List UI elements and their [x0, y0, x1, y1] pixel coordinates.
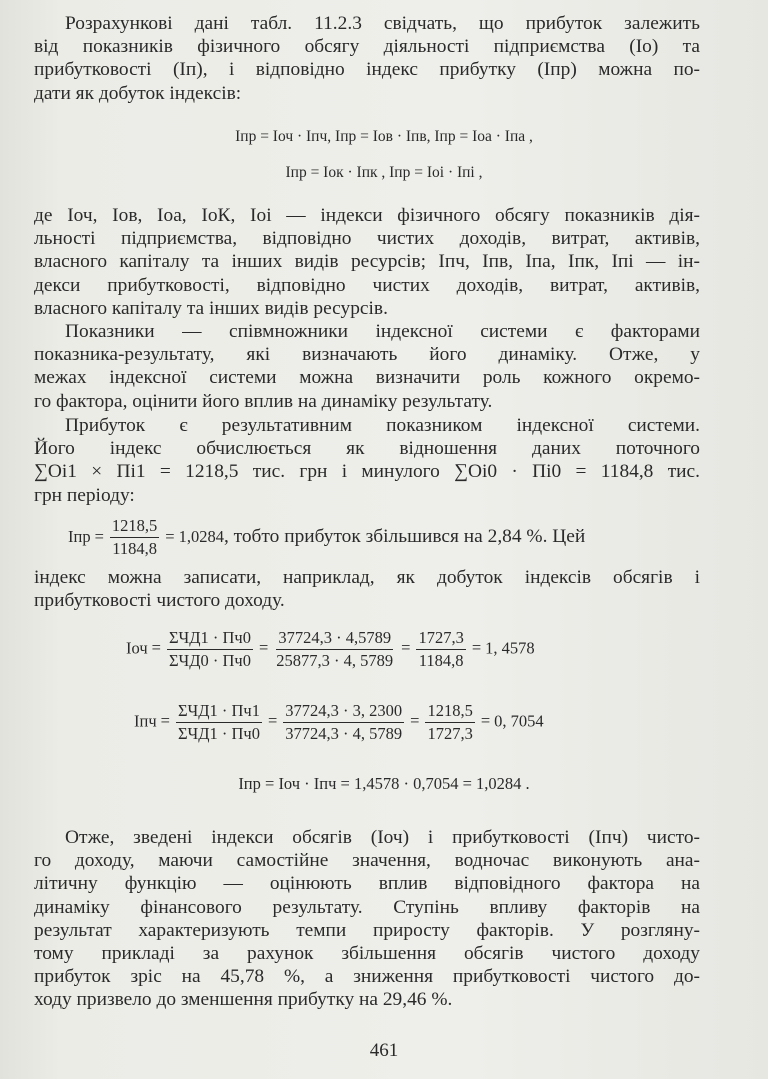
text-line: індекс можна записати, наприклад, як добуток індексів обсягів і	[34, 567, 700, 588]
fraction-denominator: 37724,3 · 4, 5789	[285, 724, 403, 743]
text-line: льності підприємства, відповідно чистих доходів, витрат, активів,	[34, 228, 700, 250]
fraction-numerator: ΣЧД1 · Пч0	[167, 628, 253, 650]
text-line: прибутковості чистого доходу.	[34, 590, 285, 612]
formula-lhs: Iпч	[134, 711, 157, 731]
text-line: від показників фізичного обсягу діяльності підприємства (Іо) та	[34, 36, 700, 58]
text-line: ∑Oi1 × Пі1 = 1218,5 тис. грн і минулого ∑Oi0 · Пі0 = 1184,8 тис.	[34, 461, 700, 483]
text-line: результат характеризують темпи приросту факторів. У розгляну-	[34, 919, 700, 941]
fraction	[425, 701, 474, 744]
text-line: літичну функцію — оцінюють вплив відповідного фактора на	[34, 873, 700, 895]
fraction-numerator: 1218,5	[425, 701, 474, 723]
fraction	[176, 701, 262, 744]
fraction-denominator: 25877,3 · 4, 5789	[276, 651, 394, 670]
fraction-numerator: 37724,3 · 3, 2300	[283, 701, 404, 723]
paragraph-profit-index	[34, 414, 700, 507]
fraction-numerator: ΣЧД1 · Пч1	[176, 701, 262, 723]
formula-index-products-line2	[0, 164, 768, 182]
page-number: 461	[369, 1040, 399, 1061]
text-line: Отже, зведені індекси обсягів (Iоч) і прибутковості (Iпч) чисто-	[65, 827, 700, 848]
formula-result: 1, 4578	[485, 638, 535, 658]
text-line: власного капіталу та інших видів ресурсів; Iпч, Iпв, Iпа, Iпк, Iпі — ін-	[34, 251, 700, 273]
text-line: го доходу, маючи самостійне значення, водночас виконують ана-	[34, 850, 700, 872]
text-line: прибуток зріс на 45,78 %, а зниження прибутковості чистого до-	[34, 966, 700, 988]
formula-text: Iпр = Iоч · Iпч = 1,4578 · 0,7054 = 1,0284 .	[238, 774, 530, 793]
paragraph-conclusion	[34, 826, 700, 1012]
formula-profit-product	[0, 774, 768, 794]
paragraph-definitions	[34, 204, 700, 320]
fraction	[274, 628, 395, 671]
fraction	[283, 701, 404, 744]
formula-profitability-index: Iпч = $\frac{\text{ΣЧД1 · Пч1}}{\text{ΣЧД1 · Пч0}}$ = $\frac{37724,3 \cdot 3, 2300}{37724,3 \cdot 4, 5789}$ = $\frac{1218,5}{1727,3}$ = 0, 7054	[134, 701, 544, 743]
text-line: Показники — співмножники індексної системи є факторами	[65, 321, 700, 342]
fraction-denominator: ΣЧД1 · Пч0	[177, 724, 260, 743]
paragraph-index-decomposition	[34, 566, 700, 612]
formula-result: 1,0284	[178, 526, 224, 546]
text-line: показника-результату, які визначають його динаміку. Отже, у	[34, 344, 700, 366]
formula-result: 0, 7054	[494, 711, 544, 731]
formula-text: Iпр = Iок · Iпк , Iпр = Iоі · Iпі ,	[285, 164, 483, 181]
formula-index-products-line1	[0, 128, 768, 146]
fraction-numerator: 1727,3	[416, 628, 465, 650]
text-line: дати як добуток індексів:	[34, 82, 242, 104]
fraction-denominator: 1727,3	[427, 724, 473, 743]
formula-text: Iпр = Iоч · Iпч, Iпр = Iов · Iпв, Iпр = Iоа · Iпа ,	[235, 128, 533, 145]
text-line: де Iоч, Iов, Iоа, IоК, Iоі — індекси фізичного обсягу показників дія-	[34, 205, 700, 226]
text-line: тому прикладі за рахунок збільшення обсягів чистого доходу	[34, 943, 700, 965]
fraction-denominator: 1184,8	[418, 651, 464, 670]
fraction-numerator: 1218,5	[110, 516, 159, 538]
formula-lhs: Iоч	[126, 638, 148, 658]
text-line: декси прибутковості, відповідно чистих доходів, витрат, активів,	[34, 274, 700, 296]
text-line: грн періоду:	[34, 484, 135, 506]
text-line: власного капіталу та інших видів ресурсів.	[34, 297, 388, 319]
fraction	[167, 628, 253, 671]
fraction-numerator: 37724,3 · 4,5789	[276, 628, 393, 650]
fraction	[110, 516, 159, 559]
paragraph-intro	[34, 12, 700, 105]
text-line: динаміку фінансового результату. Ступінь впливу факторів на	[34, 896, 700, 918]
inline-text: , тобто прибуток збільшився на 2,84 %. Цей	[223, 525, 586, 547]
text-line: го фактора, оцінити його вплив на динаміку результату.	[34, 390, 493, 412]
formula-volume-index: Iоч = $\frac{\text{ΣЧД1 · Пч0}}{\text{ΣЧД0 · Пч0}}$ = $\frac{37724,3 \cdot 4,5789}{25877,3 \cdot 4, 5789}$ = $\frac{1727,3}{1184,8}$ = 1, 4578	[126, 628, 535, 670]
text-line: ходу призвело до зменшення прибутку на 29,46 %.	[34, 989, 453, 1011]
text-line: Прибуток є результативним показником індексної системи.	[65, 415, 700, 436]
text-line: межах індексної системи можна визначити роль кожного окремо-	[34, 367, 700, 389]
text-line: прибутковості (Іп), і відповідно індекс прибутку (Іпр) можна по-	[34, 59, 700, 81]
fraction-denominator: ΣЧД0 · Пч0	[168, 651, 251, 670]
formula-lhs: Iпр	[68, 526, 91, 546]
text-line: Розрахункові дані табл. 11.2.3 свідчать, що прибуток залежить	[65, 13, 700, 34]
text-line: Його індекс обчислюється як відношення даних поточного	[34, 438, 700, 460]
formula-profit-index: Iпр = $\frac{1218,5}{1184,8}$ = 1,0284, тобто прибуток збільшився на 2,84 %. Цей	[68, 516, 586, 558]
paragraph-factors	[34, 320, 700, 413]
fraction	[416, 628, 465, 671]
fraction-denominator: 1184,8	[112, 539, 157, 558]
